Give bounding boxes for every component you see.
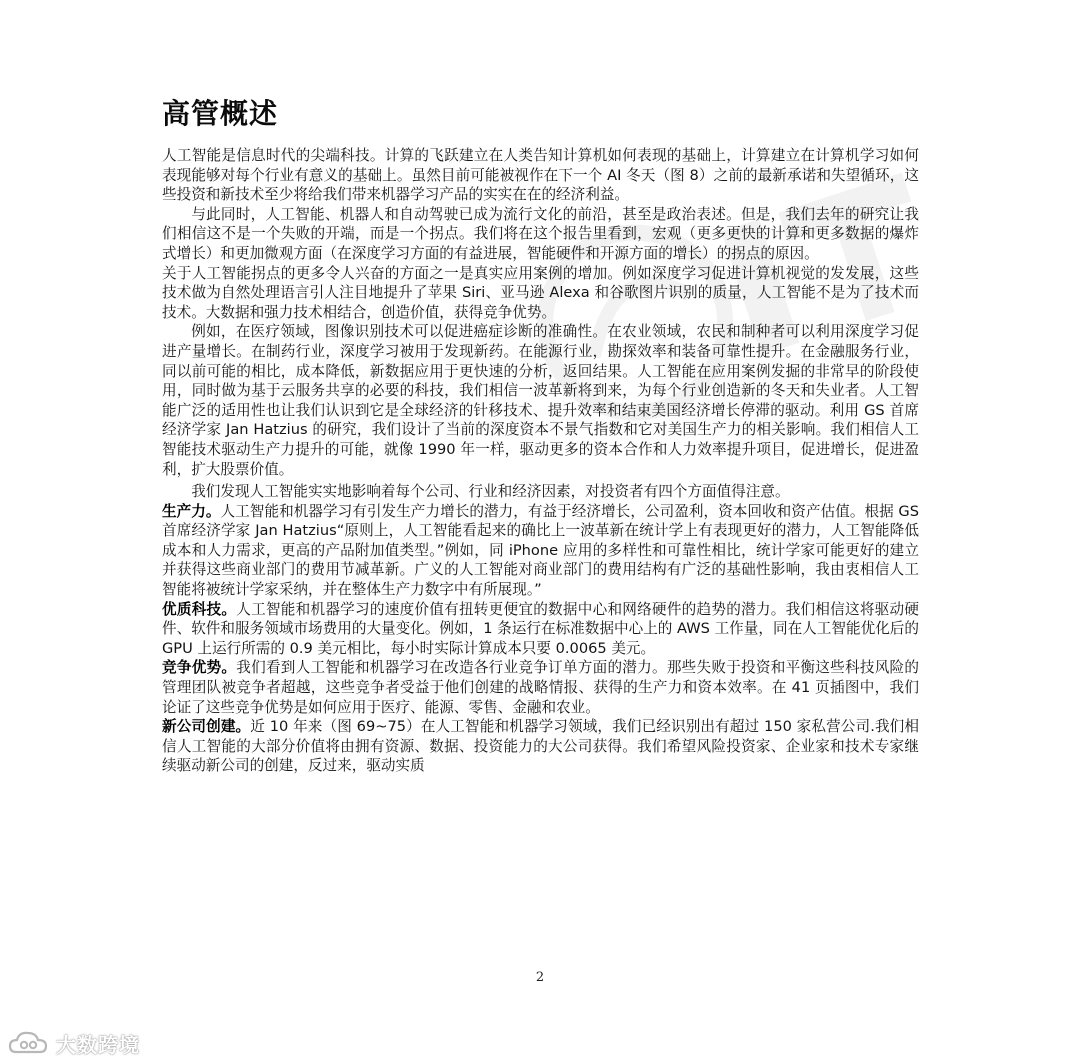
- cloud-logo-icon: [8, 1028, 52, 1058]
- paragraph: [162, 658, 919, 717]
- paragraph: [162, 717, 919, 776]
- paragraph-lead: 优质科技。: [162, 600, 237, 618]
- paragraph: [162, 205, 919, 264]
- paragraph-lead: 生产力。: [162, 502, 221, 520]
- document-body: [162, 146, 919, 776]
- paragraph: [162, 600, 919, 659]
- page-title: 高管概述: [162, 97, 279, 130]
- paragraph: [162, 264, 919, 323]
- footer-logo: [8, 1028, 140, 1058]
- paragraph-text: 关于人工智能拐点的更多令人兴奋的方面之一是真实应用案例的增加。例如深度学习促进计算机视觉的发发展，这些技术做为自然处理语言引人注目地提升了苹果 Siri、亚马逊 Alexa 和谷歌图片识别的质量，人工智能不是为了技术而技术。大数据和强力技术相结合，创造价值，获得竞争优势。: [162, 264, 919, 321]
- footer-logo-text: 大数跨境: [56, 1032, 140, 1057]
- paragraph-lead: 新公司创建。: [162, 718, 251, 736]
- paragraph-text: 我们看到人工智能和机器学习在改造各行业竞争订单方面的潜力。那些失败于投资和平衡这些科技风险的管理团队被竞争者超越，这些竞争者受益于他们创建的战略情报、获得的生产力和资本效率。在 41 页插图中，我们论证了这些竞争优势是如何应用于医疗、能源、零售、金融和农业。: [162, 659, 919, 716]
- paragraph-lead: 竞争优势。: [162, 659, 237, 677]
- paragraph-text: 人工智能是信息时代的尖端科技。计算的飞跃建立在人类告知计算机如何表现的基础上，计算建立在计算机学习如何表现能够对每个行业有意义的基础上。虽然目前可能被视作在下一个 AI 冬天（图 8）之前的最新承诺和失望循环，这些投资和新技术至少将给我们带来机器学习产品的实实在在的经济利益。: [162, 147, 919, 204]
- paragraph-text: 人工智能和机器学习有引发生产力增长的潜力，有益于经济增长，公司盈利，资本回收和资产估值。根据 GS 首席经济学家 Jan Hatzius“原则上，人工智能看起来的确比上一波革新在统计学上有表现更好的潜力，人工智能降低成本和人力需求，更高的产品附加值类型。”例如，同 iPhone 应用的多样性和可靠性相比，统计学家可能更好的建立并获得这些商业部门的费用节减革新。广义的人工智能对商业部门的费用结构有广泛的基础性影响，我由衷相信人工智能将被统计学家采纳，并在整体生产力数字中有所展现。”: [162, 502, 919, 599]
- paragraph: [162, 502, 919, 600]
- paragraph-text: 我们发现人工智能实实地影响着每个公司、行业和经济因素，对投资者有四个方面值得注意。: [191, 483, 790, 501]
- paragraph: [162, 322, 919, 479]
- paragraph-text: 例如，在医疗领域，图像识别技术可以促进癌症诊断的准确性。在农业领域，农民和制种者可以利用深度学习促进产量增长。在制药行业，深度学习被用于发现新药。在能源行业，勘探效率和装备可靠性提升。在金融服务行业，同以前可能的相比，成本降低，新数据应用于更快速的分析，返回结果。人工智能在应用案例发掘的非常早的阶段使用，同时做为基于云服务共享的必要的科技，我们相信一波革新将到来，为每个行业创造新的冬天和失业者。人工智能广泛的适用性也让我们认识到它是全球经济的针移技术、提升效率和结束美国经济增长停滞的驱动。利用 GS 首席经济学家 Jan Hatzius 的研究，我们设计了当前的深度资本不景气指数和它对美国生产力的相关影响。我们相信人工智能技术驱动生产力提升的可能，就像 1990 年一样，驱动更多的资本合作和人力效率提升项目，促进增长，促进盈利，扩大股票价值。: [162, 323, 919, 478]
- paragraph-text: 与此同时，人工智能、机器人和自动驾驶已成为流行文化的前沿，甚至是政治表述。但是，我们去年的研究让我们相信这不是一个失败的开端，而是一个拐点。我们将在这个报告里看到，宏观（更多更快的计算和更多数据的爆炸式增长）和更加微观方面（在深度学习方面的有益进展，智能硬件和开源方面的增长）的拐点的原因。: [162, 205, 919, 262]
- paragraph-text: 近 10 年来（图 69~75）在人工智能和机器学习领域，我们已经识别出有超过 150 家私营公司.我们相信人工智能的大部分价值将由拥有资源、数据、投资能力的大公司获得。我们希望风险投资家、企业家和技术专家继续驱动新公司的创建，反过来，驱动实质: [162, 718, 919, 775]
- paragraph-text: 人工智能和机器学习的速度价值有扭转更便宜的数据中心和网络硬件的趋势的潜力。我们相信这将驱动硬件、软件和服务领域市场费用的大量变化。例如，1 条运行在标准数据中心上的 AWS 工作量，同在人工智能优化后的 GPU 上运行所需的 0.9 美元相比，每小时实际计算成本只要 0.0065 美元。: [162, 600, 919, 657]
- paragraph: [162, 482, 919, 502]
- page-number: 2: [535, 970, 545, 985]
- paragraph: [162, 146, 919, 205]
